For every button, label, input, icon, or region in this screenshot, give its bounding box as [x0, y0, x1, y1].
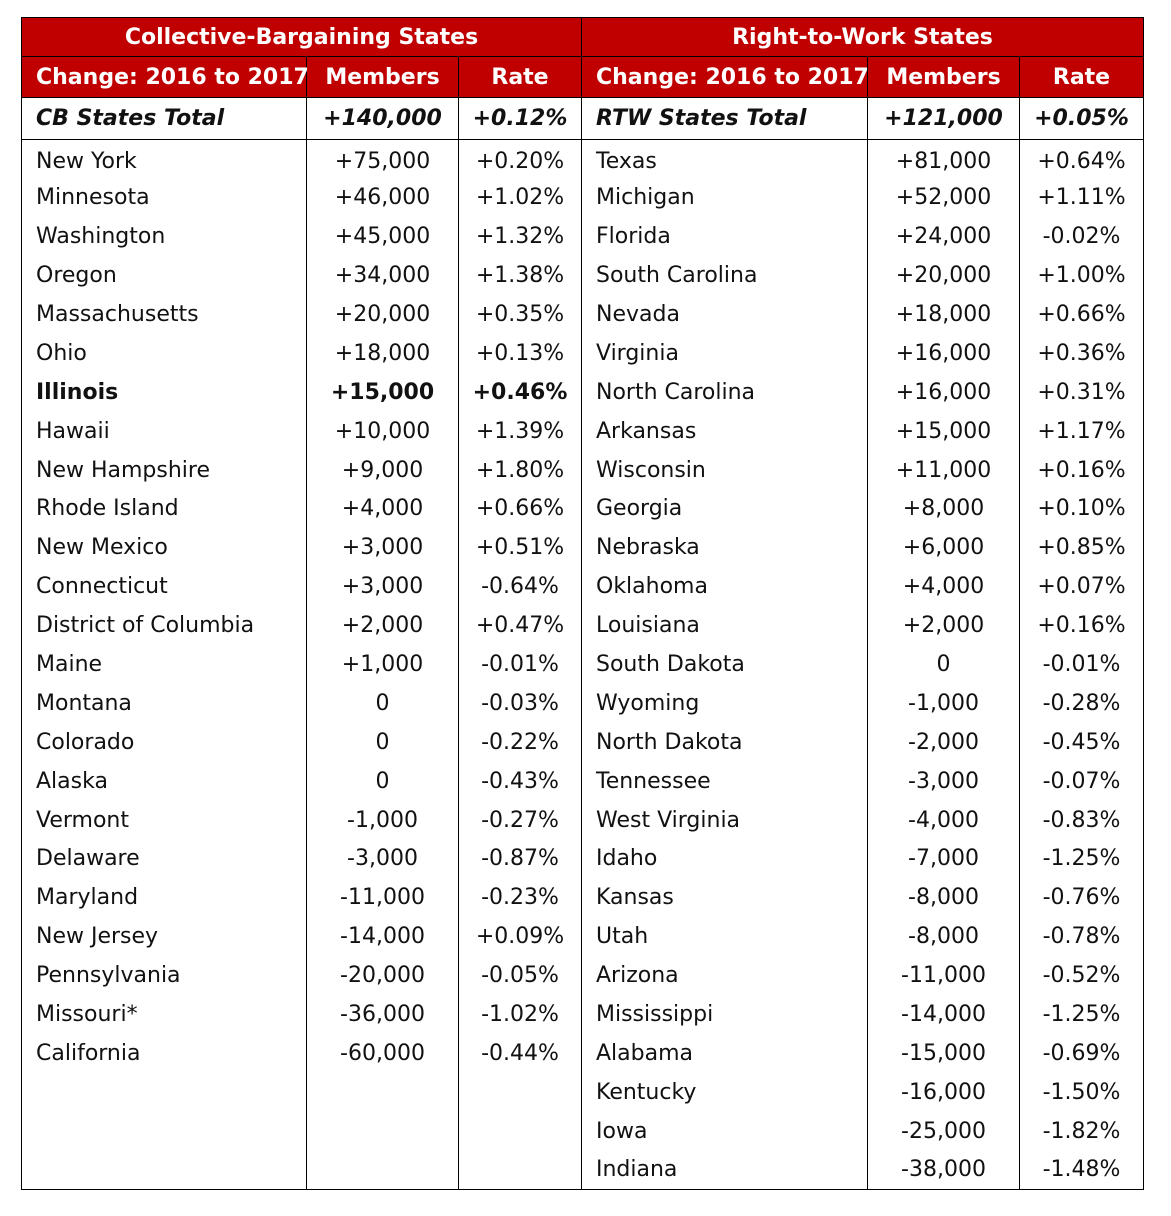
cb-rate-cell: +1.38% — [459, 256, 582, 295]
rtw-members-cell: +8,000 — [868, 490, 1020, 529]
rtw-state-cell: Oklahoma — [582, 567, 868, 606]
cb-members-cell — [307, 1151, 459, 1190]
cb-state-cell: Illinois — [22, 373, 307, 412]
rtw-state-cell: Indiana — [582, 1151, 868, 1190]
rtw-rate-cell: +0.36% — [1020, 334, 1144, 373]
cb-total-members: +140,000 — [307, 98, 459, 140]
rtw-rate-cell: +0.31% — [1020, 373, 1144, 412]
rtw-rate-cell: -0.01% — [1020, 645, 1144, 684]
cb-members-cell: +2,000 — [307, 606, 459, 645]
cb-state-cell: District of Columbia — [22, 606, 307, 645]
table-row — [22, 878, 1144, 917]
cb-state-cell — [22, 1112, 307, 1151]
rtw-rate-cell: -1.48% — [1020, 1151, 1144, 1190]
table-row — [22, 334, 1144, 373]
table-row — [22, 1151, 1144, 1190]
rtw-state-cell: Georgia — [582, 490, 868, 529]
rtw-members-cell: -38,000 — [868, 1151, 1020, 1190]
rtw-state-cell: Kentucky — [582, 1073, 868, 1112]
rtw-rate-cell: -0.69% — [1020, 1034, 1144, 1073]
rtw-state-cell: Louisiana — [582, 606, 868, 645]
table-row — [22, 917, 1144, 956]
table-row — [22, 995, 1144, 1034]
rtw-members-cell: -4,000 — [868, 801, 1020, 840]
rtw-state-cell: Iowa — [582, 1112, 868, 1151]
table-row — [22, 567, 1144, 606]
rtw-members-cell: -11,000 — [868, 956, 1020, 995]
rtw-members-cell: -8,000 — [868, 917, 1020, 956]
cb-members-cell: +20,000 — [307, 295, 459, 334]
rtw-total-members: +121,000 — [868, 98, 1020, 140]
cb-rate-cell: +1.39% — [459, 412, 582, 451]
cb-state-cell: Connecticut — [22, 567, 307, 606]
cb-rate-cell: -1.02% — [459, 995, 582, 1034]
cb-members-cell: +15,000 — [307, 373, 459, 412]
cb-rate-cell: +0.13% — [459, 334, 582, 373]
cb-state-cell: Pennsylvania — [22, 956, 307, 995]
rtw-rate-cell: -0.83% — [1020, 801, 1144, 840]
cb-section-title: Collective-Bargaining States — [22, 18, 582, 57]
rtw-rate-cell: +0.10% — [1020, 490, 1144, 529]
table-row — [22, 295, 1144, 334]
rtw-members-cell: +16,000 — [868, 334, 1020, 373]
rtw-rate-cell: +0.85% — [1020, 528, 1144, 567]
cb-state-cell: Washington — [22, 217, 307, 256]
rtw-members-cell: -3,000 — [868, 762, 1020, 801]
rtw-members-cell: -14,000 — [868, 995, 1020, 1034]
rtw-state-cell: Nevada — [582, 295, 868, 334]
rtw-members-cell: +4,000 — [868, 567, 1020, 606]
table-row — [22, 684, 1144, 723]
rtw-state-cell: South Dakota — [582, 645, 868, 684]
rtw-state-cell: Wyoming — [582, 684, 868, 723]
table-row — [22, 140, 1144, 179]
rtw-rate-cell: -1.50% — [1020, 1073, 1144, 1112]
cb-rate-cell — [459, 1112, 582, 1151]
rtw-members-cell: +6,000 — [868, 528, 1020, 567]
cb-rate-cell: +0.20% — [459, 140, 582, 179]
cb-rate-cell: -0.87% — [459, 840, 582, 879]
rtw-rate-cell: +1.11% — [1020, 178, 1144, 217]
cb-total-rate: +0.12% — [459, 98, 582, 140]
cb-state-cell: Delaware — [22, 840, 307, 879]
cb-members-cell: 0 — [307, 762, 459, 801]
rtw-state-cell: Arkansas — [582, 412, 868, 451]
cb-members-cell: +10,000 — [307, 412, 459, 451]
rtw-state-cell: South Carolina — [582, 256, 868, 295]
rtw-rate-cell: +0.66% — [1020, 295, 1144, 334]
rtw-members-cell: +24,000 — [868, 217, 1020, 256]
rtw-rate-header: Rate — [1020, 57, 1144, 98]
cb-rate-cell: +1.80% — [459, 451, 582, 490]
cb-state-cell: Hawaii — [22, 412, 307, 451]
cb-rate-cell: +1.32% — [459, 217, 582, 256]
table-row — [22, 451, 1144, 490]
cb-state-cell — [22, 1073, 307, 1112]
cb-rate-cell: +0.51% — [459, 528, 582, 567]
cb-state-cell: Alaska — [22, 762, 307, 801]
cb-rate-cell: +1.02% — [459, 178, 582, 217]
cb-rate-cell: -0.27% — [459, 801, 582, 840]
cb-members-cell: +75,000 — [307, 140, 459, 179]
cb-state-cell: Vermont — [22, 801, 307, 840]
cb-rate-cell — [459, 1151, 582, 1190]
rtw-members-cell: +52,000 — [868, 178, 1020, 217]
rtw-rate-cell: -0.45% — [1020, 723, 1144, 762]
rtw-state-cell: Virginia — [582, 334, 868, 373]
rtw-rate-cell: +1.00% — [1020, 256, 1144, 295]
rtw-rate-cell: -0.52% — [1020, 956, 1144, 995]
table-row — [22, 840, 1144, 879]
table-row — [22, 956, 1144, 995]
table-row — [22, 645, 1144, 684]
rtw-rate-cell: +0.64% — [1020, 140, 1144, 179]
table-row — [22, 801, 1144, 840]
table-row — [22, 178, 1144, 217]
rtw-members-cell: +15,000 — [868, 412, 1020, 451]
cb-state-cell: Maryland — [22, 878, 307, 917]
rtw-change-header: Change: 2016 to 2017 — [582, 57, 868, 98]
rtw-state-cell: Kansas — [582, 878, 868, 917]
rtw-rate-cell: -1.82% — [1020, 1112, 1144, 1151]
rtw-members-header: Members — [868, 57, 1020, 98]
cb-state-cell: Maine — [22, 645, 307, 684]
table-row — [22, 1073, 1144, 1112]
cb-rate-cell: +0.09% — [459, 917, 582, 956]
cb-state-cell: Rhode Island — [22, 490, 307, 529]
cb-members-cell: +3,000 — [307, 528, 459, 567]
cb-state-cell: California — [22, 1034, 307, 1073]
rtw-state-cell: Tennessee — [582, 762, 868, 801]
rtw-state-cell: Nebraska — [582, 528, 868, 567]
cb-rate-cell — [459, 1073, 582, 1112]
cb-members-cell: 0 — [307, 684, 459, 723]
cb-state-cell: Oregon — [22, 256, 307, 295]
cb-members-cell: 0 — [307, 723, 459, 762]
cb-members-cell: +18,000 — [307, 334, 459, 373]
cb-rate-cell: +0.35% — [459, 295, 582, 334]
cb-members-cell: -1,000 — [307, 801, 459, 840]
cb-members-cell: +3,000 — [307, 567, 459, 606]
rtw-members-cell: -1,000 — [868, 684, 1020, 723]
rtw-members-cell: -16,000 — [868, 1073, 1020, 1112]
rtw-rate-cell: +1.17% — [1020, 412, 1144, 451]
rtw-rate-cell: -0.02% — [1020, 217, 1144, 256]
rtw-members-cell: -25,000 — [868, 1112, 1020, 1151]
table-row — [22, 373, 1144, 412]
cb-rate-cell: -0.01% — [459, 645, 582, 684]
cb-state-cell: Massachusetts — [22, 295, 307, 334]
cb-rate-cell: -0.43% — [459, 762, 582, 801]
rtw-members-cell: -2,000 — [868, 723, 1020, 762]
table-row — [22, 606, 1144, 645]
cb-state-cell: New York — [22, 140, 307, 179]
rtw-members-cell: +18,000 — [868, 295, 1020, 334]
cb-state-cell: New Jersey — [22, 917, 307, 956]
cb-rate-cell: -0.03% — [459, 684, 582, 723]
rtw-total-rate: +0.05% — [1020, 98, 1144, 140]
cb-members-cell: -36,000 — [307, 995, 459, 1034]
cb-members-cell: +4,000 — [307, 490, 459, 529]
cb-members-cell: +1,000 — [307, 645, 459, 684]
cb-state-cell: New Mexico — [22, 528, 307, 567]
cb-rate-cell: -0.44% — [459, 1034, 582, 1073]
rtw-members-cell: -8,000 — [868, 878, 1020, 917]
cb-rate-cell: +0.66% — [459, 490, 582, 529]
cb-members-cell: -14,000 — [307, 917, 459, 956]
rtw-members-cell: -15,000 — [868, 1034, 1020, 1073]
cb-members-cell — [307, 1073, 459, 1112]
rtw-rate-cell: +0.16% — [1020, 606, 1144, 645]
cb-members-cell: +45,000 — [307, 217, 459, 256]
cb-state-cell — [22, 1151, 307, 1190]
rtw-members-cell: 0 — [868, 645, 1020, 684]
cb-members-cell: +9,000 — [307, 451, 459, 490]
rtw-members-cell: +20,000 — [868, 256, 1020, 295]
cb-state-cell: Minnesota — [22, 178, 307, 217]
cb-change-header: Change: 2016 to 2017 — [22, 57, 307, 98]
table-row — [22, 1034, 1144, 1073]
rtw-rate-cell: -0.78% — [1020, 917, 1144, 956]
cb-rate-cell: -0.64% — [459, 567, 582, 606]
rtw-state-cell: Alabama — [582, 1034, 868, 1073]
cb-state-cell: Colorado — [22, 723, 307, 762]
cb-rate-cell: -0.22% — [459, 723, 582, 762]
cb-rate-cell: +0.47% — [459, 606, 582, 645]
cb-members-cell: +34,000 — [307, 256, 459, 295]
union-membership-table — [21, 17, 1144, 1190]
column-header-row — [22, 57, 1144, 98]
cb-members-header: Members — [307, 57, 459, 98]
cb-members-cell: -3,000 — [307, 840, 459, 879]
cb-members-cell: +46,000 — [307, 178, 459, 217]
rtw-state-cell: Florida — [582, 217, 868, 256]
cb-state-cell: Montana — [22, 684, 307, 723]
rtw-rate-cell: -0.76% — [1020, 878, 1144, 917]
rtw-state-cell: Idaho — [582, 840, 868, 879]
cb-members-cell: -11,000 — [307, 878, 459, 917]
cb-state-cell: Missouri* — [22, 995, 307, 1034]
rtw-section-title: Right-to-Work States — [582, 18, 1144, 57]
rtw-members-cell: +81,000 — [868, 140, 1020, 179]
rtw-state-cell: North Carolina — [582, 373, 868, 412]
table-row — [22, 412, 1144, 451]
rtw-state-cell: Wisconsin — [582, 451, 868, 490]
cb-members-cell — [307, 1112, 459, 1151]
rtw-state-cell: Mississippi — [582, 995, 868, 1034]
rtw-members-cell: -7,000 — [868, 840, 1020, 879]
cb-state-cell: Ohio — [22, 334, 307, 373]
cb-rate-cell: -0.23% — [459, 878, 582, 917]
table-row — [22, 528, 1144, 567]
rtw-state-cell: Michigan — [582, 178, 868, 217]
cb-rate-cell: -0.05% — [459, 956, 582, 995]
cb-total-label: CB States Total — [22, 98, 307, 140]
rtw-state-cell: Texas — [582, 140, 868, 179]
rtw-members-cell: +2,000 — [868, 606, 1020, 645]
cb-state-cell: New Hampshire — [22, 451, 307, 490]
rtw-rate-cell: +0.07% — [1020, 567, 1144, 606]
rtw-state-cell: Utah — [582, 917, 868, 956]
rtw-state-cell: North Dakota — [582, 723, 868, 762]
rtw-state-cell: West Virginia — [582, 801, 868, 840]
rtw-members-cell: +16,000 — [868, 373, 1020, 412]
table-row — [22, 723, 1144, 762]
table-row — [22, 490, 1144, 529]
section-title-row — [22, 18, 1144, 57]
rtw-rate-cell: -1.25% — [1020, 840, 1144, 879]
cb-rate-cell: +0.46% — [459, 373, 582, 412]
rtw-rate-cell: -0.28% — [1020, 684, 1144, 723]
totals-row — [22, 98, 1144, 140]
table-row — [22, 762, 1144, 801]
cb-rate-header: Rate — [459, 57, 582, 98]
rtw-rate-cell: -0.07% — [1020, 762, 1144, 801]
rtw-members-cell: +11,000 — [868, 451, 1020, 490]
rtw-rate-cell: -1.25% — [1020, 995, 1144, 1034]
rtw-state-cell: Arizona — [582, 956, 868, 995]
table-row — [22, 256, 1144, 295]
cb-members-cell: -60,000 — [307, 1034, 459, 1073]
rtw-rate-cell: +0.16% — [1020, 451, 1144, 490]
table-row — [22, 217, 1144, 256]
cb-members-cell: -20,000 — [307, 956, 459, 995]
rtw-total-label: RTW States Total — [582, 98, 868, 140]
table-row — [22, 1112, 1144, 1151]
